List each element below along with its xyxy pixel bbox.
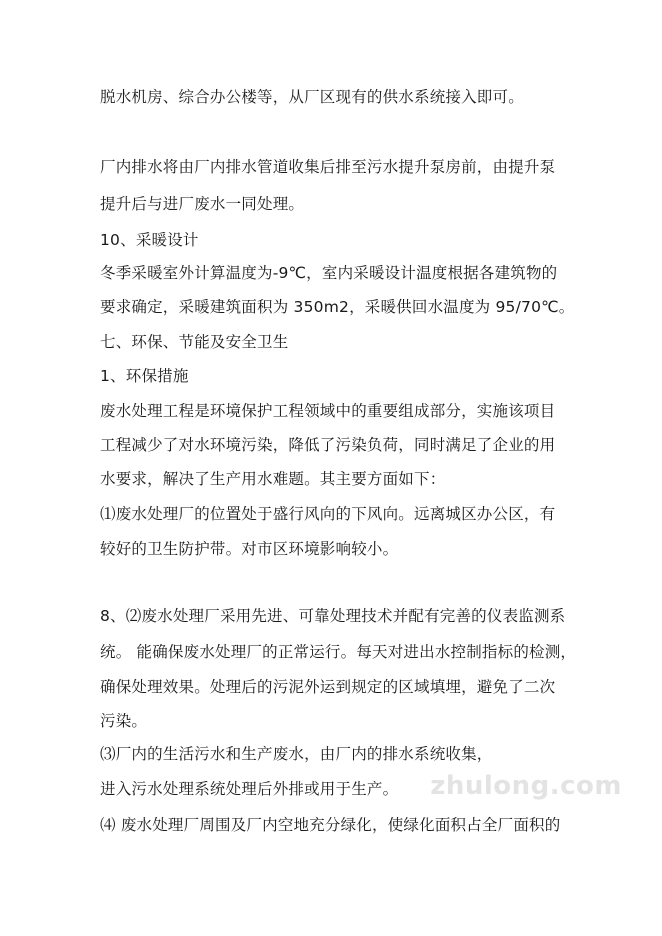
text-line: 脱水机房、综合办公楼等，从厂区现有的供水系统接入即可。 [100, 88, 524, 106]
chapter-heading: 七、环保、节能及安全卫生 [100, 333, 289, 351]
text-line: 提升后与进厂废水一同处理。 [100, 195, 305, 213]
watermark-text: zhulong.com [430, 771, 622, 801]
text-line: 确保处理效果。处理后的污泥外运到规定的区域填埋，避免了二次 [100, 678, 556, 696]
text-line: 水要求，解决了生产用水难题。其主要方面如下： [100, 470, 446, 488]
list-item: 8、⑵废水处理厂采用先进、可靠处理技术并配有完善的仪表监测系 [100, 607, 566, 625]
section-heading: 1、环保措施 [100, 367, 189, 385]
text-line: 工程减少了对水环境污染，降低了污染负荷，同时满足了企业的用 [100, 436, 556, 454]
section-heading: 10、采暖设计 [100, 231, 199, 249]
text-line: 较好的卫生防护带。对市区环境影响较小。 [100, 540, 399, 558]
text-line: 冬季采暖室外计算温度为-9℃，室内采暖设计温度根据各建筑物的 [100, 264, 558, 282]
text-line: 厂内排水将由厂内排水管道收集后排至污水提升泵房前，由提升泵 [100, 158, 556, 176]
text-line: 废水处理工程是环境保护工程领域中的重要组成部分，实施该项目 [100, 402, 556, 420]
list-item: ⑷ 废水处理厂周围及厂内空地充分绿化，使绿化面积占全厂面积的 [100, 816, 561, 834]
text-line: 污染。 [100, 712, 148, 730]
list-item: ⑴废水处理厂的位置处于盛行风向的下风向。远离城区办公区，有 [100, 505, 556, 523]
text-line: 要求确定，采暖建筑面积为 350m2，采暖供回水温度为 95/70℃。 [100, 298, 575, 316]
list-item: ⑶厂内的生活污水和生产废水，由厂内的排水系统收集， [100, 745, 493, 763]
text-line: 统。 能确保废水处理厂的正常运行。每天对进出水控制指标的检测， [100, 643, 577, 661]
text-line: 进入污水处理系统处理后外排或用于生产。 [100, 780, 399, 798]
